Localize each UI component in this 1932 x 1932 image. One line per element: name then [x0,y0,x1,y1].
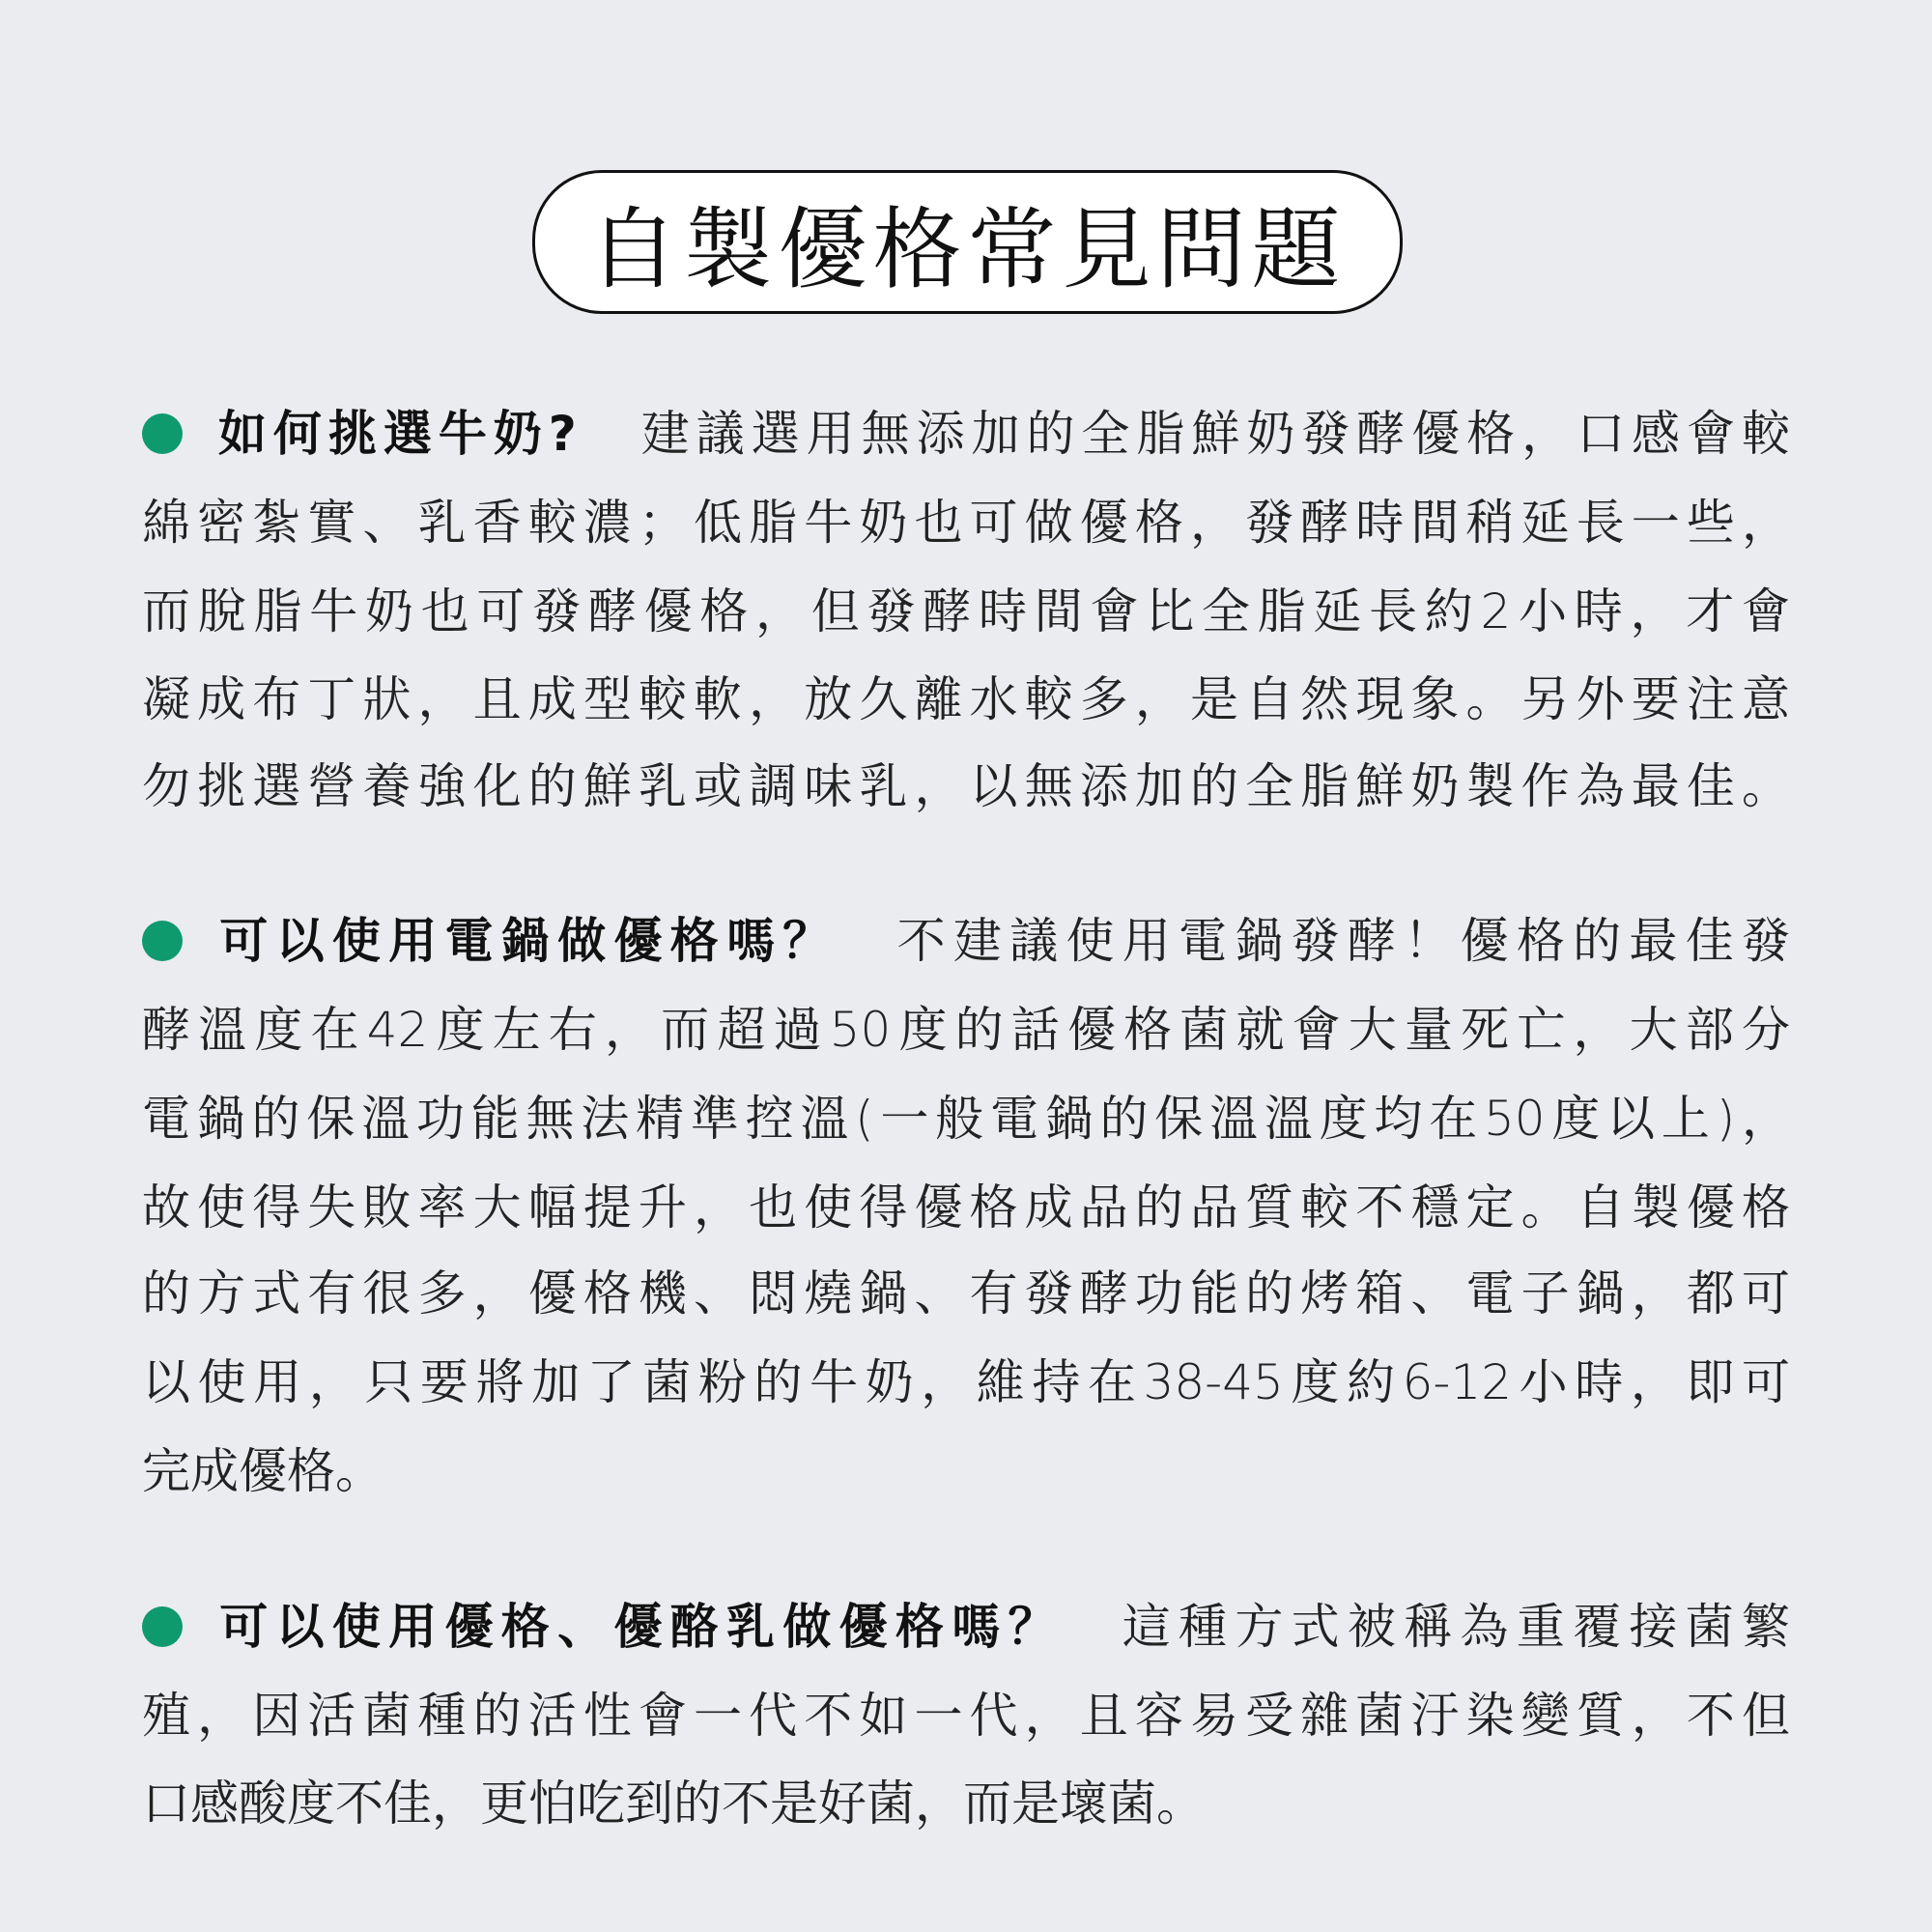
faq-1-line-4: 凝成布丁狀，且成型較軟，放久離水較多，是自然現象。另外要注意 [142,671,1790,727]
faq-2-line-2: 酵溫度在42度左右，而超過50度的話優格菌就會大量死亡，大部分 [142,1002,1790,1058]
faq-2-line-1 [142,907,1790,975]
faq-answer-text: 不建議使用電鍋發酵！優格的最佳發 [896,913,1791,969]
faq-2-line-7: 完成優格。 [142,1443,384,1499]
faq-3-line-1 [142,1593,1790,1661]
faq-1-line-5: 勿挑選營養強化的鮮乳或調味乳，以無添加的全脂鮮奶製作為最佳。 [142,758,1790,814]
faq-2-line-6: 以使用，只要將加了菌粉的牛奶，維持在38-45度約6-12小時，即可 [142,1354,1790,1410]
faq-1-line-1 [142,400,1790,468]
bullet-icon [142,413,183,454]
faq-question: 可以使用優格、優酪乳做優格嗎？ [212,1599,1065,1655]
page-title: 自製優格常見問題 [532,170,1403,314]
faq-1-line-2: 綿密紮實、乳香較濃；低脂牛奶也可做優格，發酵時間稍延長一些， [142,495,1790,551]
faq-3-line-2: 殖，因活菌種的活性會一代不如一代，且容易受雜菌汙染變質，不但 [142,1688,1790,1744]
faq-1-line-3: 而脫脂牛奶也可發酵優格，但發酵時間會比全脂延長約2小時，才會 [142,583,1790,639]
faq-answer-text: 這種方式被稱為重覆接菌繁 [1122,1599,1791,1655]
faq-answer-text: 建議選用無添加的全脂鮮奶發酵優格，口感會較 [634,406,1790,462]
faq-2-line-5: 的方式有很多，優格機、悶燒鍋、有發酵功能的烤箱、電子鍋，都可 [142,1265,1790,1321]
bullet-icon [142,921,183,961]
bullet-icon [142,1606,183,1647]
faq-question: 如何挑選牛奶? [212,406,577,462]
faq-question: 可以使用電鍋做優格嗎？ [212,913,839,969]
faq-3-line-3: 口感酸度不佳，更怕吃到的不是好菌，而是壞菌。 [142,1776,1205,1832]
faq-2-line-3: 電鍋的保溫功能無法精準控溫(一般電鍋的保溫溫度均在50度以上)， [142,1091,1790,1147]
faq-2-line-4: 故使得失敗率大幅提升，也使得優格成品的品質較不穩定。自製優格 [142,1179,1790,1236]
